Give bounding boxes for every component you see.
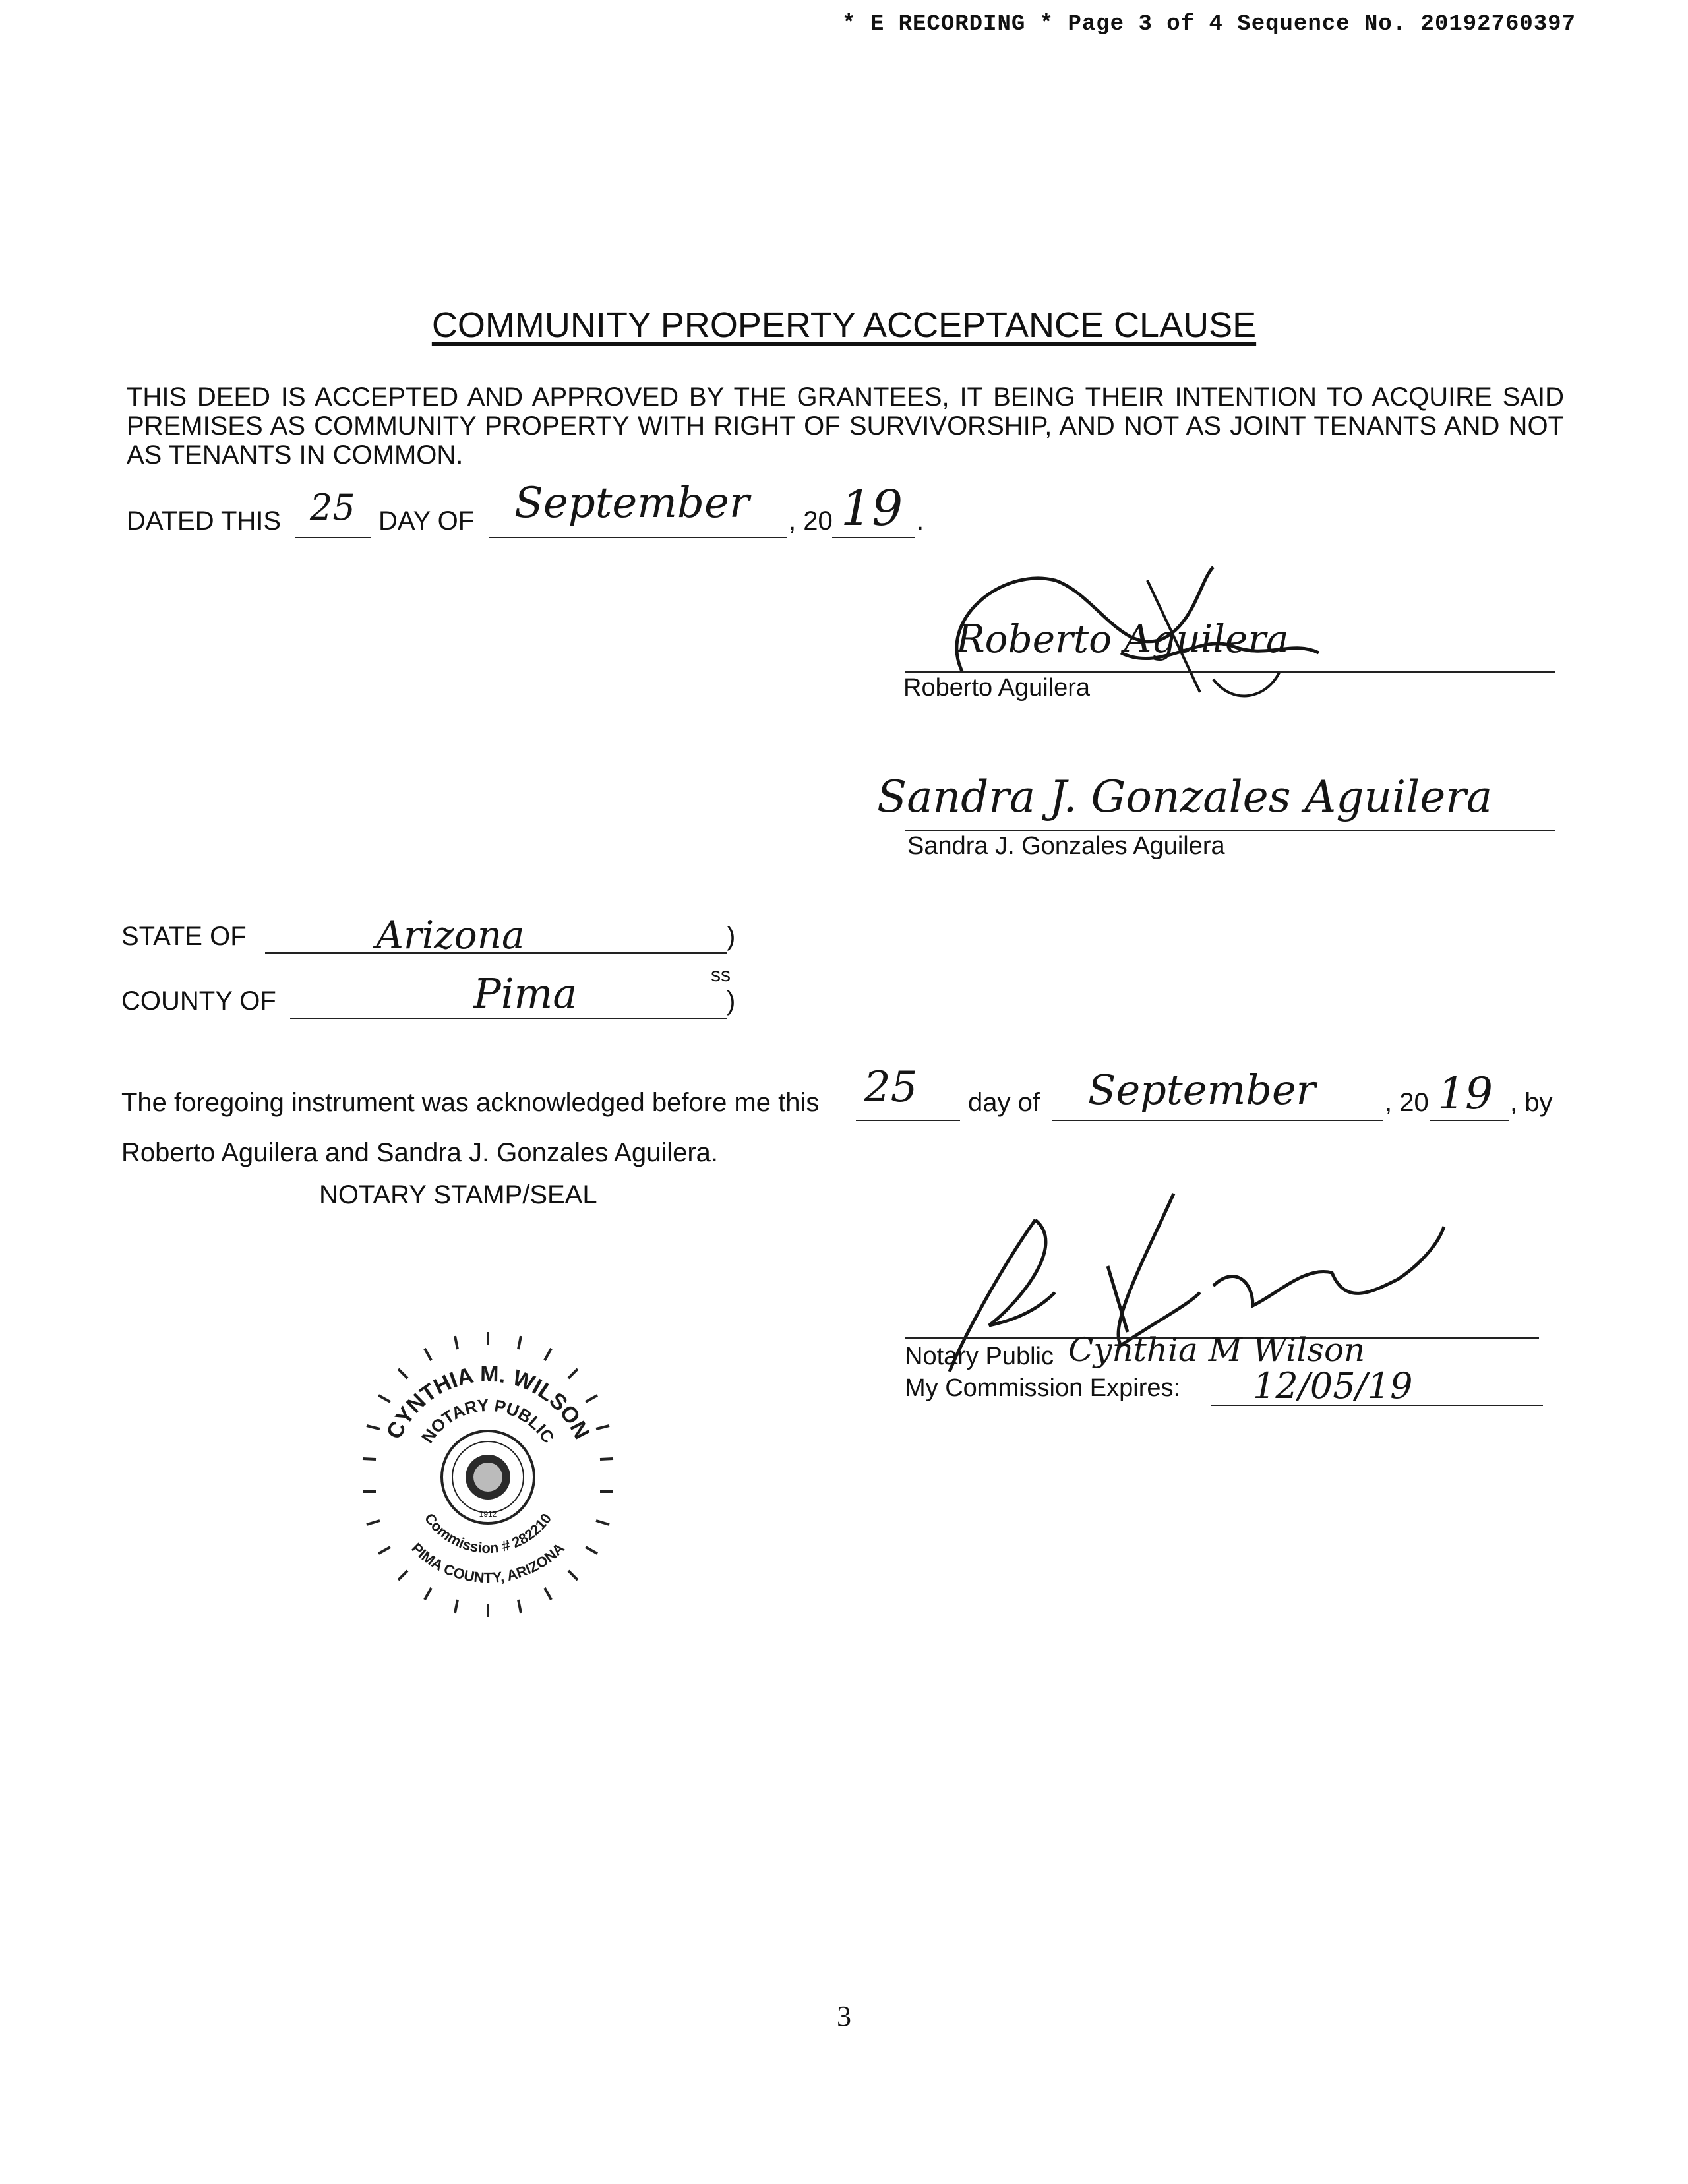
seal-county: PIMA COUNTY, ARIZONA: [408, 1539, 568, 1587]
dated-year-handwritten: 19: [841, 480, 903, 537]
svg-text:NOTARY PUBLIC: [417, 1395, 558, 1447]
dated-year-prefix: , 20: [789, 506, 833, 535]
notary-seal: [330, 1319, 646, 1635]
ack-year-handwritten: 19: [1437, 1068, 1493, 1119]
dated-day-handwritten: 25: [310, 487, 355, 528]
ack-year-prefix: , 20: [1385, 1088, 1429, 1117]
ack-day-line: [856, 1120, 960, 1121]
dated-month-handwritten: September: [514, 479, 750, 528]
ack-month-handwritten: September: [1088, 1066, 1316, 1114]
ss-label: ss: [711, 964, 731, 986]
ack-day-of: day of: [968, 1088, 1040, 1117]
signature-sandra: Sandra J. Gonzales Aguilera: [877, 772, 1493, 822]
signer1-name: Roberto Aguilera: [903, 674, 1091, 702]
state-label: STATE OF: [121, 922, 247, 951]
dated-month-line: [489, 537, 787, 538]
seal-commission: Commission # 282210: [421, 1510, 555, 1557]
state-paren: ): [727, 922, 736, 951]
dated-end: .: [917, 506, 924, 535]
seal-year: 1912: [479, 1509, 497, 1519]
recording-header: * E RECORDING * Page 3 of 4 Sequence No. 20192760397: [842, 12, 1576, 37]
dated-prefix: DATED THIS: [127, 506, 282, 535]
seal-title: NOTARY PUBLIC: [417, 1395, 558, 1447]
notary-public-name-handwritten: Cynthia M Wilson: [1068, 1331, 1366, 1369]
state-handwritten: Arizona: [376, 913, 525, 957]
ack-year-line: [1430, 1120, 1509, 1121]
county-line: [290, 1018, 727, 1019]
dated-year-line: [832, 537, 915, 538]
notary-public-label: Notary Public: [905, 1343, 1054, 1370]
page-title: COMMUNITY PROPERTY ACCEPTANCE CLAUSE: [431, 305, 1257, 345]
signer2-name: Sandra J. Gonzales Aguilera: [907, 832, 1225, 860]
clause-text: THIS DEED IS ACCEPTED AND APPROVED BY THE GRANTEES, IT BEING THEIR INTENTION TO ACQUIRE SAID PREMISES AS COMMUNITY PROPERTY WITH RIGHT OF SURVIVORSHIP, AND NOT AS JOINT TENANTS AND NOT AS TENANTS IN COMMON.: [127, 382, 1564, 470]
ack-prefix: The foregoing instrument was acknowledged before me this: [121, 1088, 820, 1117]
dated-day-line: [295, 537, 371, 538]
county-handwritten: Pima: [473, 969, 578, 1017]
signer1-line: [905, 671, 1555, 673]
commission-expires-label: My Commission Expires:: [905, 1374, 1181, 1402]
county-label: COUNTY OF: [121, 986, 276, 1016]
notary-stamp-label: NOTARY STAMP/SEAL: [319, 1180, 597, 1209]
page-number: 3: [837, 2000, 851, 2032]
ack-day-handwritten: 25: [864, 1063, 918, 1112]
seal-name: CYNTHIA M. WILSON: [381, 1361, 595, 1443]
ack-line2: Roberto Aguilera and Sandra J. Gonzales Aguilera.: [121, 1138, 719, 1167]
county-paren: ): [727, 986, 736, 1016]
signer2-line: [905, 830, 1555, 831]
signature-roberto: Roberto Aguilera: [956, 617, 1289, 661]
dated-day-of: DAY OF: [378, 506, 475, 535]
commission-expires-handwritten: 12/05/19: [1253, 1365, 1413, 1407]
ack-by: , by: [1510, 1088, 1553, 1117]
ack-month-line: [1052, 1120, 1383, 1121]
